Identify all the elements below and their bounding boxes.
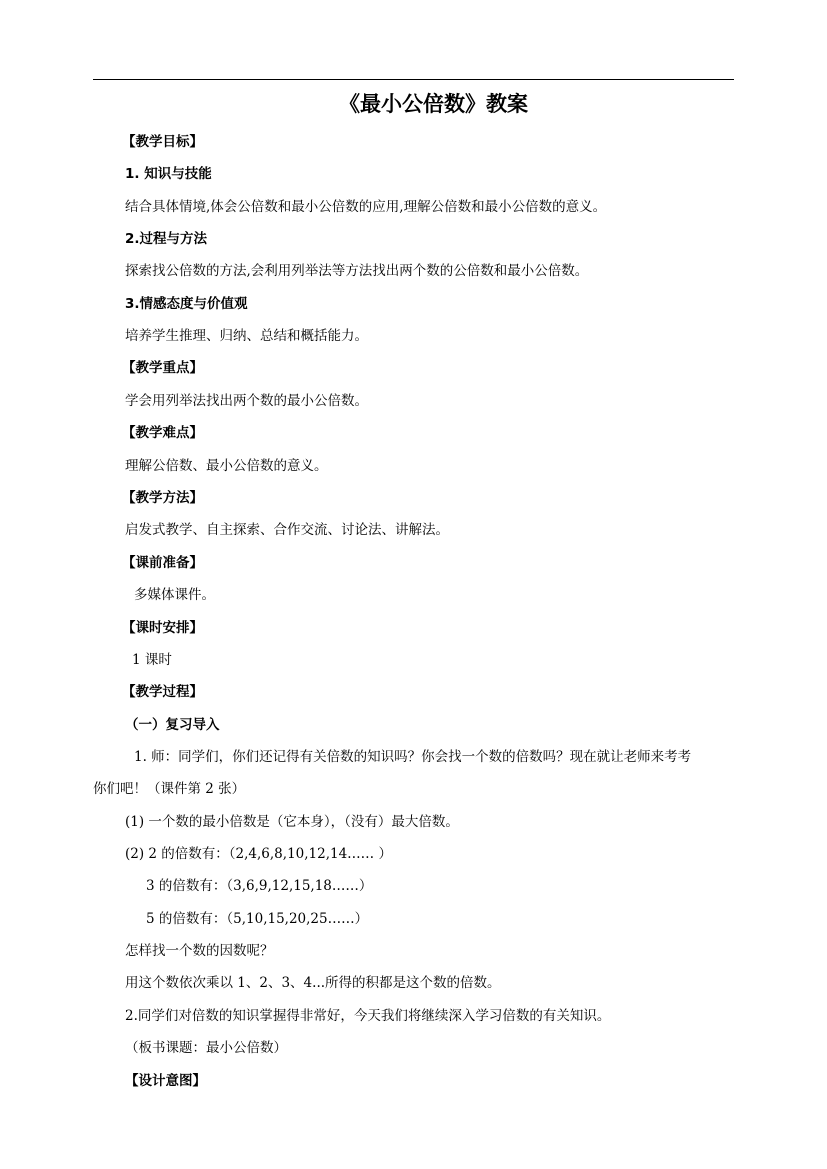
paragraph: 理解公倍数、最小公倍数的意义。 bbox=[125, 458, 328, 474]
paragraph: 探索找公倍数的方法,会利用列举法等方法找出两个数的公倍数和最小公倍数。 bbox=[125, 263, 589, 279]
paragraph: 2.同学们对倍数的知识掌握得非常好，今天我们将继续深入学习倍数的有关知识。 bbox=[125, 1008, 611, 1024]
paragraph: （板书课题：最小公倍数） bbox=[125, 1040, 287, 1056]
paragraph: 学会用列举法找出两个数的最小公倍数。 bbox=[125, 393, 368, 409]
section-heading-objectives: 【教学目标】 bbox=[122, 134, 203, 150]
header-rule bbox=[93, 79, 734, 80]
paragraph: 1. 师：同学们，你们还记得有关倍数的知识吗？你会找一个数的倍数吗？现在就让老师来考考 bbox=[134, 749, 692, 765]
paragraph: 5 的倍数有：（5,10,15,20,25……） bbox=[146, 911, 369, 927]
section-heading-preparation: 【课前准备】 bbox=[122, 555, 203, 571]
subheading-review-intro: （一）复习导入 bbox=[125, 717, 220, 733]
subheading-knowledge-skills: 1. 知识与技能 bbox=[125, 166, 212, 182]
paragraph: 启发式教学、自主探索、合作交流、讨论法、讲解法。 bbox=[125, 522, 449, 538]
section-heading-key-points: 【教学重点】 bbox=[122, 360, 203, 376]
document-title: 《最小公倍数》教案 bbox=[339, 92, 528, 116]
paragraph: 培养学生推理、归纳、总结和概括能力。 bbox=[125, 328, 368, 344]
paragraph: 3 的倍数有：（3,6,9,12,15,18……） bbox=[146, 878, 373, 894]
section-heading-design-intent: 【设计意图】 bbox=[125, 1073, 206, 1089]
paragraph: 你们吧！（课件第 2 张） bbox=[93, 781, 246, 797]
section-heading-methods: 【教学方法】 bbox=[122, 490, 203, 506]
subheading-emotion-values: 3.情感态度与价值观 bbox=[125, 296, 248, 312]
section-heading-process: 【教学过程】 bbox=[122, 684, 203, 700]
paragraph: 怎样找一个数的因数呢？ bbox=[125, 943, 274, 959]
paragraph: (2) 2 的倍数有：（2,4,6,8,10,12,14…… ） bbox=[125, 846, 392, 862]
paragraph: 用这个数依次乘以 1、2、3、4...所得的积都是这个数的倍数。 bbox=[125, 975, 501, 991]
paragraph: (1) 一个数的最小倍数是（它本身），（没有）最大倍数。 bbox=[125, 814, 459, 830]
paragraph: 1 课时 bbox=[132, 652, 172, 668]
subheading-process-method: 2.过程与方法 bbox=[125, 231, 208, 247]
section-heading-schedule: 【课时安排】 bbox=[122, 620, 203, 636]
paragraph: 结合具体情境,体会公倍数和最小公倍数的应用,理解公倍数和最小公倍数的意义。 bbox=[125, 199, 607, 215]
paragraph: 多媒体课件。 bbox=[134, 587, 215, 603]
section-heading-difficulties: 【教学难点】 bbox=[122, 425, 203, 441]
